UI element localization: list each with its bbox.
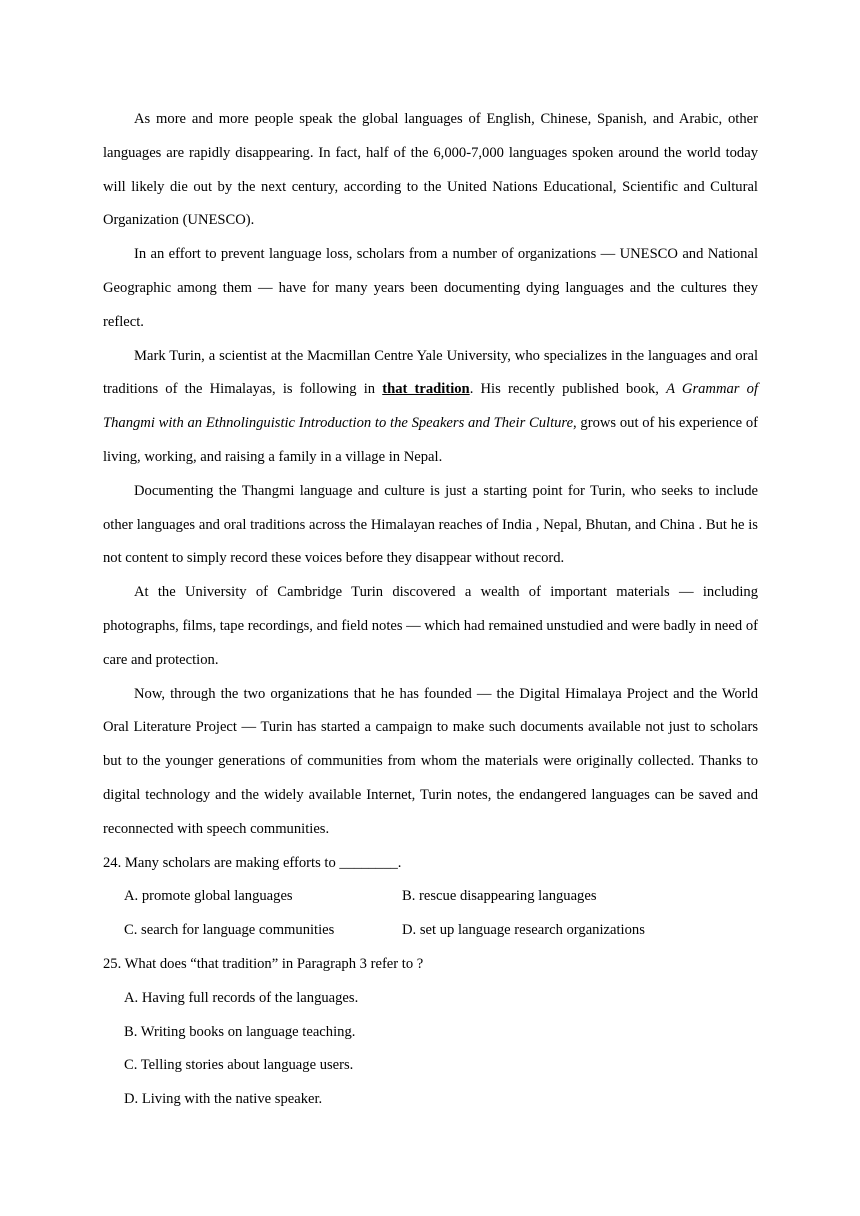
question-25-option-a: A. Having full records of the languages. — [124, 989, 359, 1006]
document-page — [103, 103, 758, 1117]
paragraph-5: At the University of Cambridge Turin discovered a wealth of important materials — including photographs, films, tape recordings, and field notes — which had remained unstudied and were badly in need of care and protection. — [103, 584, 758, 668]
paragraph-3-text-middle: . His recently published book, — [469, 381, 667, 398]
question-24-options-row-1 — [103, 880, 758, 914]
paragraph-2: In an effort to prevent language loss, scholars from a number of organizations — UNESCO and National Geographic among them — have for many years been documenting dying languages and the cultures they reflect. — [103, 246, 758, 330]
question-24-options-row-2 — [103, 914, 758, 948]
paragraph-1: As more and more people speak the global languages of English, Chinese, Spanish, and Arabic, other languages are rapidly disappearing. In fact, half of the 6,000-7,000 languages spoken around the world today will likely die out by the next century, according to the United Nations Educational, Scientific and Cultural Organization (UNESCO). — [103, 111, 758, 229]
question-25-stem: 25. What does “that tradition” in Paragraph 3 refer to ? — [103, 955, 424, 972]
question-24-option-b: B. rescue disappearing languages — [402, 888, 597, 905]
question-24-option-d: D. set up language research organizations — [402, 922, 645, 939]
question-25-option-c: C. Telling stories about language users. — [124, 1057, 354, 1074]
question-25-option-d: D. Living with the native speaker. — [124, 1091, 323, 1108]
question-24-option-a: A. promote global languages — [124, 888, 293, 905]
paragraph-6: Now, through the two organizations that he has founded — the Digital Himalaya Project and the World Oral Literature Project — Turin has started a campaign to make such documents available not just to scholars but to the younger generations of communities from whom the materials were originally collected. Thanks to digital technology and the widely available Internet, Turin notes, the endangered languages can be saved and reconnected with speech communities. — [103, 685, 758, 837]
that-tradition-highlight: that tradition — [382, 381, 470, 398]
paragraph-3 — [103, 340, 758, 475]
paragraph-3-text-end: , grows out of his experience of living, working, and raising a family in a village in Nepal. — [103, 415, 758, 465]
question-25-option-b: B. Writing books on language teaching. — [124, 1023, 356, 1040]
book-title: A Grammar of Thangmi with an Ethnolinguistic Introduction to the Speakers and Their Culture — [103, 381, 759, 432]
paragraph-4: Documenting the Thangmi language and culture is just a starting point for Turin, who seeks to include other languages and oral traditions across the Himalayan reaches of India , Nepal, Bhutan, and China . But he is not content to simply record these voices before they disappear without record. — [103, 482, 758, 567]
question-24 — [103, 847, 758, 948]
question-24-stem: 24. Many scholars are making efforts to ________. — [103, 854, 402, 871]
question-25 — [103, 948, 758, 1117]
question-24-option-c: C. search for language communities — [124, 922, 335, 939]
paragraph-3-text-start: Mark Turin, a scientist at the Macmillan Centre Yale University, who specializes in the languages and oral traditions of the Himalayas, is following in — [103, 347, 758, 398]
